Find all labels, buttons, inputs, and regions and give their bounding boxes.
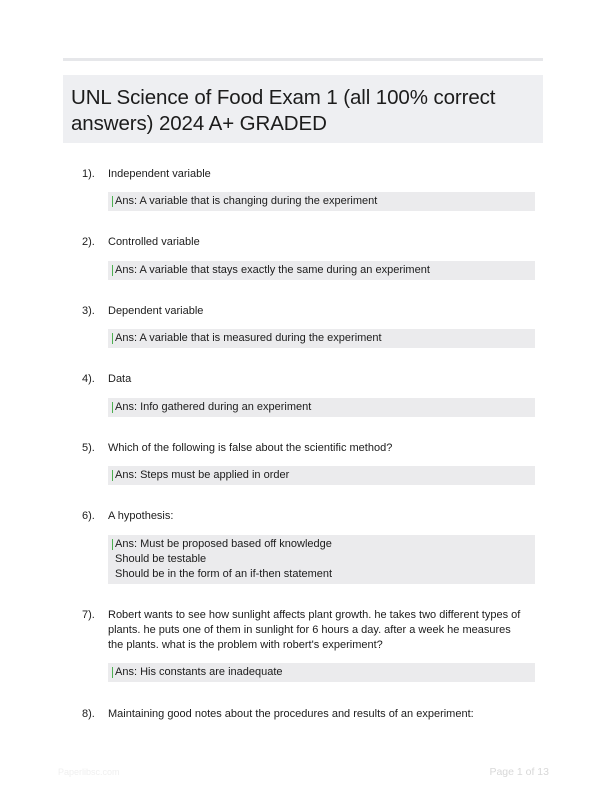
answer-marker bbox=[112, 402, 113, 413]
answer-box bbox=[108, 398, 535, 417]
answer-box bbox=[108, 663, 535, 682]
answer-marker bbox=[112, 667, 113, 678]
question-text: Robert wants to see how sunlight affects plant growth. he takes two different types of plants. he puts one of them in sunlight for 6 hours a day. after a week he measures the plants. what is the problem with robert's experiment? bbox=[108, 609, 521, 651]
answer-line: Ans: Steps must be applied in order bbox=[115, 469, 290, 481]
answer-box bbox=[108, 329, 535, 348]
answer-line: Ans: A variable that is measured during the experiment bbox=[115, 332, 382, 344]
question-number: 5). bbox=[82, 442, 95, 454]
footer-watermark: Paperlibsc.com bbox=[58, 767, 120, 777]
question-number: 1). bbox=[82, 168, 95, 180]
question-number: 8). bbox=[82, 708, 95, 720]
question-number: 7). bbox=[82, 609, 95, 621]
answer-box bbox=[108, 466, 535, 485]
answer-line: Ans: Must be proposed based off knowledge bbox=[115, 538, 332, 550]
question-number: 3). bbox=[82, 305, 95, 317]
question-text: Independent variable bbox=[108, 168, 211, 180]
answer-marker bbox=[112, 265, 113, 276]
answer-marker bbox=[112, 470, 113, 481]
question-text: Controlled variable bbox=[108, 236, 200, 248]
answer-marker bbox=[112, 539, 113, 550]
answer-line: Ans: A variable that stays exactly the same during an experiment bbox=[115, 264, 430, 276]
question-text: Dependent variable bbox=[108, 305, 204, 317]
answer-line: Ans: A variable that is changing during the experiment bbox=[115, 195, 378, 207]
title-box bbox=[63, 75, 543, 143]
question-text: A hypothesis: bbox=[108, 510, 174, 522]
question-number: 2). bbox=[82, 236, 95, 248]
question-number: 4). bbox=[82, 373, 95, 385]
page-number: Page 1 of 13 bbox=[489, 766, 549, 778]
answer-box bbox=[108, 192, 535, 211]
answer-marker bbox=[112, 333, 113, 344]
answer-box bbox=[108, 535, 535, 584]
document-title: UNL Science of Food Exam 1 (all 100% correct answers) 2024 A+ GRADED bbox=[71, 86, 496, 135]
answer-line: Ans: Info gathered during an experiment bbox=[115, 401, 312, 413]
answer-box bbox=[108, 261, 535, 280]
answer-marker bbox=[112, 196, 113, 207]
question-number: 6). bbox=[82, 510, 95, 522]
answer-line: Ans: His constants are inadequate bbox=[115, 666, 283, 678]
question-text: Which of the following is false about the scientific method? bbox=[108, 442, 393, 454]
answer-line: Should be in the form of an if-then statement bbox=[115, 568, 333, 580]
question-text: Data bbox=[108, 373, 132, 385]
answer-line: Should be testable bbox=[115, 553, 207, 565]
top-divider bbox=[63, 58, 543, 61]
question-text: Maintaining good notes about the procedures and results of an experiment: bbox=[108, 708, 474, 720]
